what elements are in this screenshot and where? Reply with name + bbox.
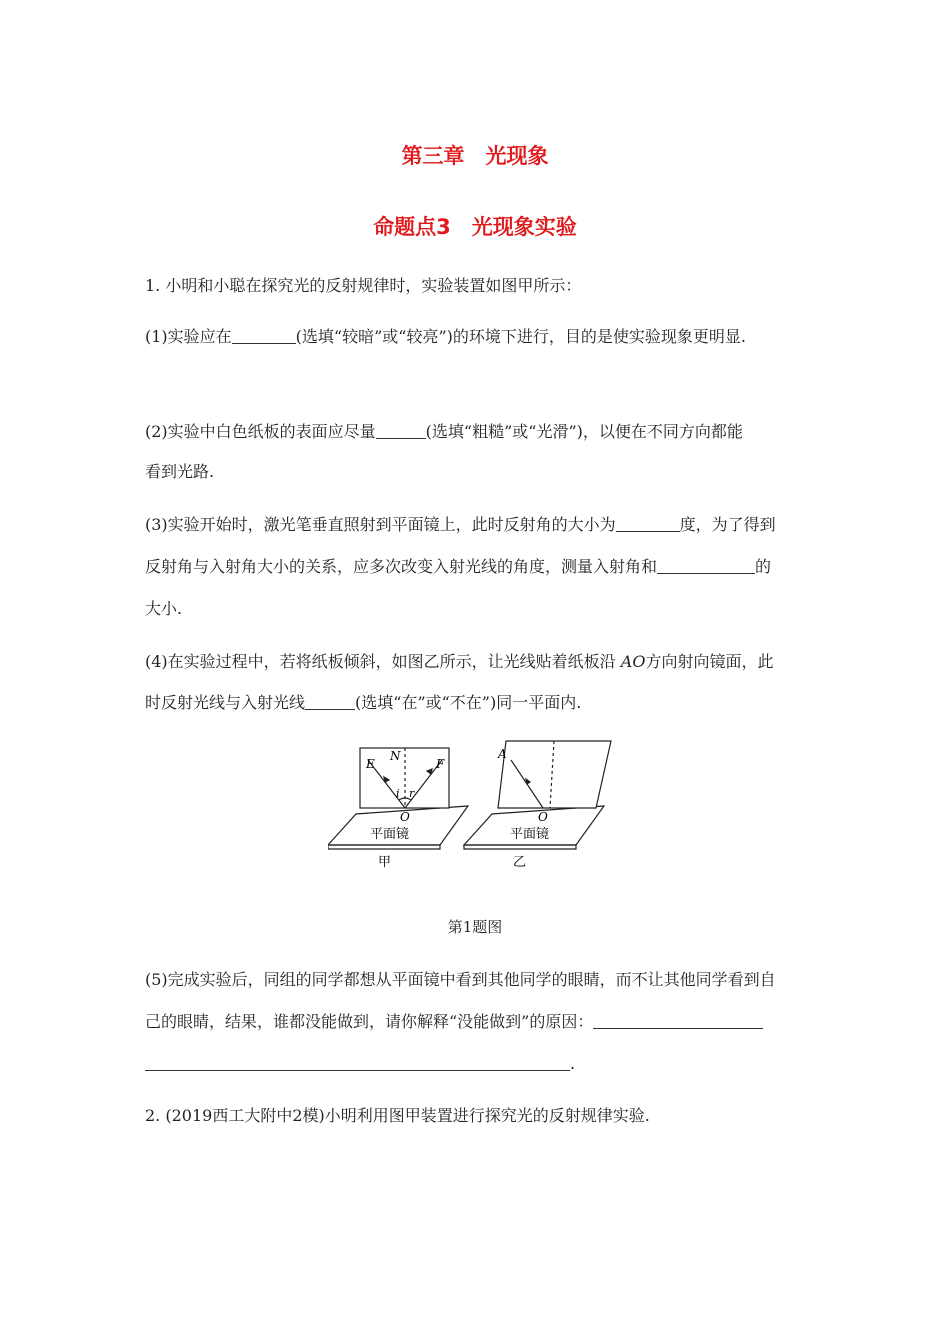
- q1-part4-line2: [145, 693, 815, 713]
- q1-part1-blank[interactable]: [232, 327, 296, 344]
- q1-part3-line3: 大小.: [145, 599, 183, 618]
- left-label-i: i: [396, 787, 400, 800]
- q2-intro: 2. (2019西工大附中2模)小明利用图甲装置进行探究光的反射规律实验.: [145, 1106, 650, 1125]
- q1-part2-blank[interactable]: [376, 422, 426, 439]
- q1-part4-text-d: (选填“在”或“不在”)同一平面内.: [355, 693, 582, 712]
- q1-part3-text-b: 度，为了得到: [679, 515, 776, 534]
- q1-part3-line1: [145, 515, 815, 535]
- q1-part3-text-d: 的: [755, 557, 772, 576]
- q1-part4-line1: [145, 652, 815, 672]
- q1-part3-line2: [145, 557, 815, 577]
- left-label-O: O: [400, 810, 410, 824]
- right-mirror-label: 平面镜: [510, 827, 550, 842]
- q1-part2-text-a: (2)实验中白色纸板的表面应尽量: [145, 422, 376, 441]
- right-paper-board: [498, 741, 611, 808]
- left-mirror-label: 平面镜: [370, 827, 410, 842]
- q1-part5-blank-1[interactable]: [593, 1012, 763, 1029]
- q1-part4-blank[interactable]: [305, 693, 355, 710]
- q1-part4-text-c: 时反射光线与入射光线: [145, 693, 306, 712]
- q1-part4-text-b: 方向射向镜面，此: [645, 652, 774, 671]
- q1-part5-line3: [145, 1054, 815, 1074]
- chapter-title: 第三章 光现象: [401, 144, 549, 168]
- q1-part4-ao: AO: [620, 652, 646, 671]
- q1-part5-line2: [145, 1012, 815, 1032]
- q1-intro: 1. 小明和小聪在探究光的反射规律时，实验装置如图甲所示：: [145, 276, 582, 295]
- q1-part1-text-b: (选填“较暗”或“较亮”)的环境下进行，目的是使实验现象更明显.: [295, 327, 746, 346]
- figure-caption: 第1题图: [447, 918, 503, 936]
- left-figure-label: 甲: [378, 855, 392, 870]
- left-label-F: F: [436, 757, 445, 771]
- left-label-N: N: [390, 749, 401, 763]
- left-label-E: E: [366, 757, 375, 771]
- q1-part2-line1: [145, 422, 815, 442]
- right-label-A: A: [498, 747, 507, 761]
- q1-part3-blank-measure[interactable]: [657, 557, 755, 574]
- q1-part1: [145, 327, 815, 347]
- right-label-O: O: [538, 810, 548, 824]
- q1-part5-text-b: 己的眼睛，结果，谁都没能做到，请你解释“没能做到”的原因：: [145, 1012, 594, 1031]
- q1-part2-line2: 看到光路.: [145, 462, 215, 481]
- section-title: 命题点3 光现象实验: [373, 215, 577, 239]
- q1-part5-line1: (5)完成实验后，同组的同学都想从平面镜中看到其他同学的眼睛，而不让其他同学看到自: [145, 970, 776, 989]
- left-label-r: r: [409, 787, 415, 800]
- q1-part5-blank-2[interactable]: [145, 1054, 570, 1071]
- q1-part4-text-a: (4)在实验过程中，若将纸板倾斜，如图乙所示，让光线贴着纸板沿: [145, 652, 621, 671]
- q1-part1-text-a: (1)实验应在: [145, 327, 232, 346]
- figure-1: [328, 738, 628, 870]
- right-figure-label: 乙: [513, 855, 527, 870]
- right-mirror-side: [464, 845, 576, 849]
- q1-part3-blank-angle[interactable]: [616, 515, 680, 532]
- q1-part3-text-c: 反射角与入射角大小的关系，应多次改变入射光线的角度，测量入射角和: [145, 557, 658, 576]
- left-mirror-side: [328, 845, 440, 849]
- q1-part2-text-b: (选填“粗糙”或“光滑”)，以便在不同方向都能: [425, 422, 743, 441]
- q1-part5-end: .: [570, 1054, 576, 1073]
- q1-part3-text-a: (3)实验开始时，激光笔垂直照射到平面镜上，此时反射角的大小为: [145, 515, 616, 534]
